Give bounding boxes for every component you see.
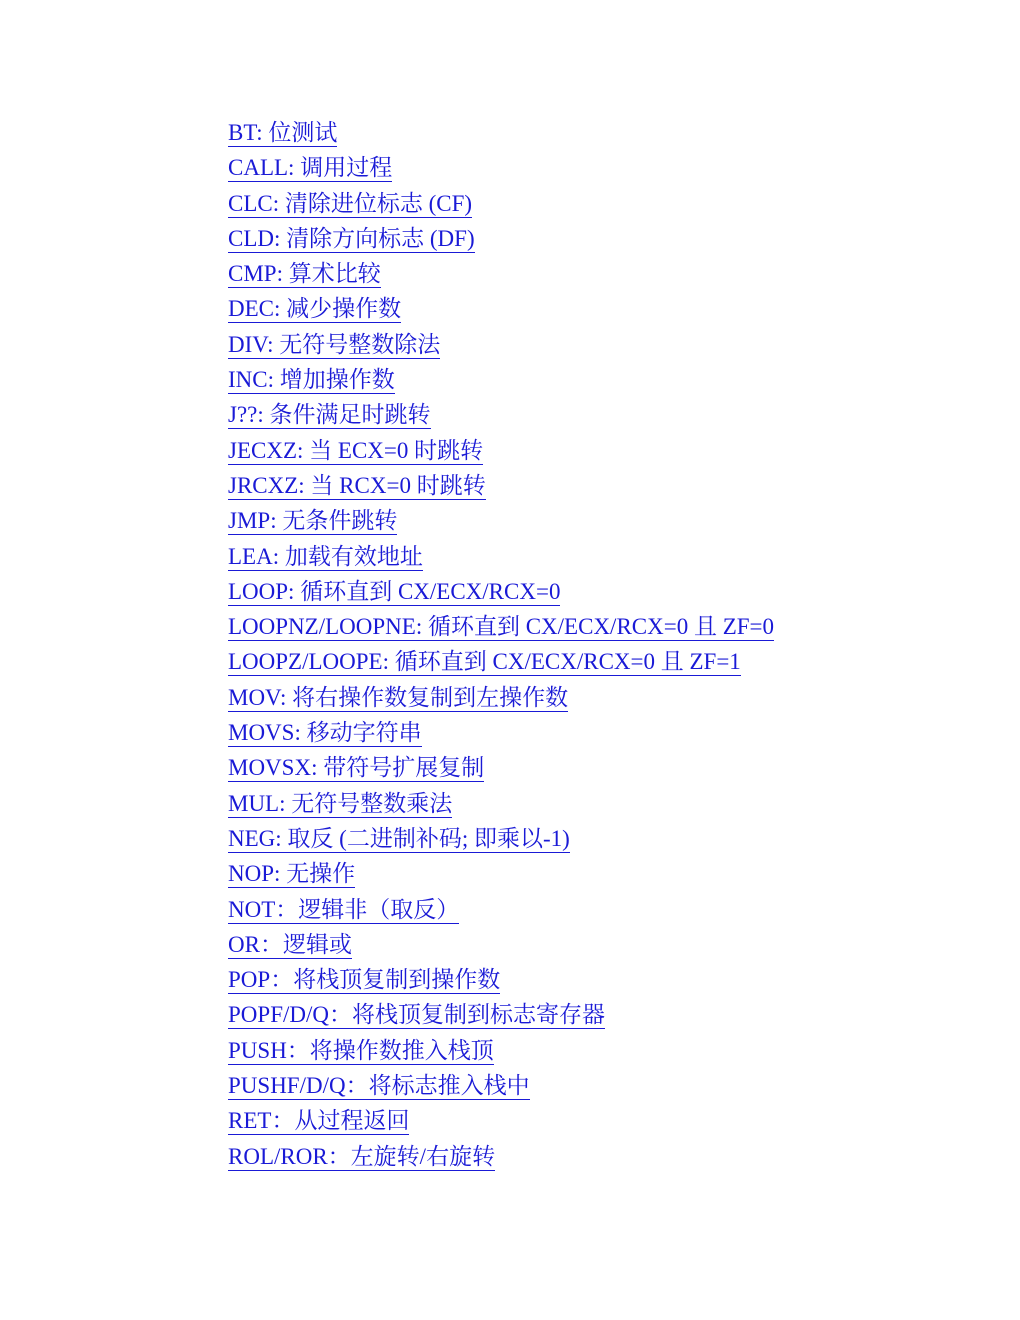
link-inc[interactable]: INC: 增加操作数 [228,367,395,393]
list-item [228,362,988,397]
link-dec[interactable]: DEC: 减少操作数 [228,296,402,322]
link-mov[interactable]: MOV: 将右操作数复制到左操作数 [228,684,569,710]
list-item [228,856,988,891]
instruction-link-list [228,115,988,1174]
link-jecxz[interactable]: JECXZ: 当 ECX=0 时跳转 [228,437,484,463]
link-pushf[interactable]: PUSHF/D/Q：将标志推入栈中 [228,1073,530,1099]
list-item [228,327,988,362]
list-item [228,680,988,715]
list-item [228,821,988,856]
link-jmp[interactable]: JMP: 无条件跳转 [228,508,398,534]
list-item [228,150,988,185]
link-bt[interactable]: BT: 位测试 [228,120,338,145]
list-item [228,1139,988,1174]
list-item [228,1033,988,1068]
link-pop[interactable]: POP：将栈顶复制到操作数 [228,967,501,993]
list-item [228,786,988,821]
list-item [228,609,988,644]
link-nop[interactable]: NOP: 无操作 [228,861,356,887]
list-item [228,1068,988,1103]
link-jcc[interactable]: J??: 条件满足时跳转 [228,402,431,428]
link-movs[interactable]: MOVS: 移动字符串 [228,720,422,746]
link-movsx[interactable]: MOVSX: 带符号扩展复制 [228,755,485,781]
list-item [228,291,988,326]
link-mul[interactable]: MUL: 无符号整数乘法 [228,790,453,816]
list-item [228,539,988,574]
list-item [228,221,988,256]
list-item [228,503,988,538]
link-loop[interactable]: LOOP: 循环直到 CX/ECX/RCX=0 [228,578,561,604]
link-or[interactable]: OR：逻辑或 [228,931,352,957]
list-item [228,433,988,468]
link-neg[interactable]: NEG: 取反 (二进制补码; 即乘以-1) [228,825,570,851]
link-not[interactable]: NOT：逻辑非（取反） [228,896,460,922]
link-clc[interactable]: CLC: 清除进位标志 (CF) [228,190,473,216]
list-item [228,397,988,432]
link-cmp[interactable]: CMP: 算术比较 [228,261,381,287]
link-push[interactable]: PUSH：将操作数推入栈顶 [228,1037,494,1063]
link-loopnz[interactable]: LOOPNZ/LOOPNE: 循环直到 CX/ECX/RCX=0 且 ZF=0 [228,614,775,640]
list-item [228,1103,988,1138]
list-item [228,997,988,1032]
link-cld[interactable]: CLD: 清除方向标志 (DF) [228,225,475,251]
list-item [228,715,988,750]
list-item [228,644,988,679]
list-item [228,927,988,962]
list-item [228,962,988,997]
link-ret[interactable]: RET：从过程返回 [228,1108,410,1134]
link-loopz[interactable]: LOOPZ/LOOPE: 循环直到 CX/ECX/RCX=0 且 ZF=1 [228,649,741,675]
list-item [228,256,988,291]
link-rol-ror[interactable]: ROL/ROR：左旋转/右旋转 [228,1143,496,1169]
list-item [228,186,988,221]
link-div[interactable]: DIV: 无符号整数除法 [228,331,441,357]
list-item [228,892,988,927]
list-item [228,750,988,785]
link-call[interactable]: CALL: 调用过程 [228,155,393,181]
list-item [228,115,988,150]
link-jrcxz[interactable]: JRCXZ: 当 RCX=0 时跳转 [228,472,486,498]
list-item [228,468,988,503]
link-popf[interactable]: POPF/D/Q：将栈顶复制到标志寄存器 [228,1002,605,1028]
link-lea[interactable]: LEA: 加载有效地址 [228,543,423,569]
list-item [228,574,988,609]
